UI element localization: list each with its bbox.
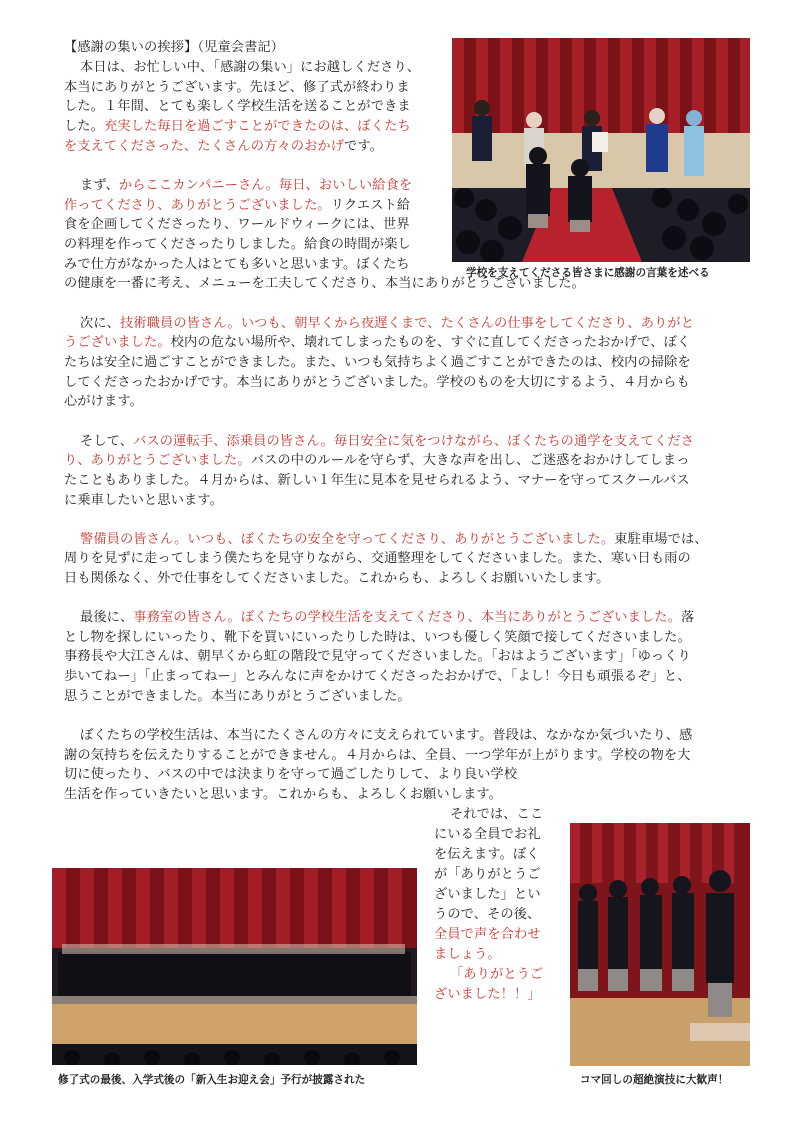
p5-line: 事務長や大江さんは、朝早くから虹の階段で見守ってくださいました。「おはようございます」「ゆっくり <box>64 649 691 664</box>
p3-line: り、ありがとうございました。バスの中のルールを守らず、大きな声を出し、ご迷惑をおかけしてしまっ <box>64 453 690 468</box>
closing-line: ざいました！！」 <box>434 987 541 1002</box>
closing-line: を伝えます。ぼく <box>434 847 540 862</box>
p5-line: 歩いてねー」「止まってねー」とみんなに声をかけてくださったおかげで、「よし！今日も頑張るぞ」と、 <box>64 669 691 684</box>
caption-top-right: 学校を支えてくださる皆さまに感謝の言葉を述べる <box>466 267 710 279</box>
p6-line: 謝の気持ちを伝えたりすることができません。４月からは、全員、一つ学年が上がります。学校の物を大 <box>64 748 691 763</box>
p1-line: まず、からここカンパニーさん。毎日、おいしい給食を <box>80 178 413 193</box>
p2-line: 次に、技術職員の皆さん。いつも、朝早くから夜遅くまで、たくさんの仕事をしてくださり、ありがと <box>80 316 695 331</box>
caption-bottom-left: 修了式の最後、入学式後の「新入生お迎え会」予行が披露された <box>58 1074 366 1086</box>
caption-bottom-right: コマ回しの超絶演技に大歓声！ <box>580 1074 729 1086</box>
p1-line: みで仕方がなかった人はとても多いと思います。ぼくたち <box>64 257 410 272</box>
p5-line: 思うことができました。本当にありがとうございました。 <box>64 689 411 704</box>
closing-line: それでは、ここ <box>450 807 544 822</box>
p1-line: の健康を一番に考え、メニューを工夫してくださり、本当にありがとうございました。 <box>64 276 585 291</box>
p1-line: の料理を作ってくださったりしました。給食の時間が楽し <box>64 237 411 252</box>
intro-line: を支えてくださった、たくさんの方々のおかげです。 <box>64 139 384 154</box>
intro-line: 本日は、お忙しい中、「感謝の集い」にお越しくださり、 <box>80 60 421 75</box>
closing-line: にいる全員でお礼 <box>434 827 541 842</box>
p2-line: たちは安全に過ごすことができました。また、いつも気持ちよく過ごすことができたのは、校内の掃除を <box>64 355 691 370</box>
p5-line: 最後に、事務室の皆さん。ぼくたちの学校生活を支えてくださり、本当にありがとうございました。落 <box>80 610 695 625</box>
p6-line: ぼくたちの学校生活は、本当にたくさんの方々に支えられています。普段は、なかなか気づいたり、感 <box>80 728 693 743</box>
closing-line: ざいました」とい <box>434 887 541 902</box>
p3-line: そして、バスの運転手、添乗員の皆さん。毎日安全に気をつけながら、ぼくたちの通学を支えてくださ <box>80 434 695 449</box>
closing-line: 全員で声を合わせ <box>434 927 541 942</box>
photo-thanks-ceremony <box>452 38 750 262</box>
p2-line: うございました。校内の危ない場所や、壊れてしまったものを、すぐに直してくださったおかげで、ぼく <box>64 335 691 350</box>
p1-line: 食を企画してくださったり、ワールドウィークには、世界 <box>64 217 410 232</box>
p5-line: とし物を探しにいったり、靴下を買いにいったりした時は、いつも優しく笑顔で接してくださいました。 <box>64 630 691 645</box>
closing-line: ましょう。 <box>434 947 501 962</box>
p1-line: 作ってくださり、ありがとうございました。リクエスト給 <box>64 198 411 213</box>
p2-line: してくださったおかげです。本当にありがとうございました。学校のものを大切にするよう、４月からも <box>64 375 690 390</box>
p6-line: 生活を作っていきたいと思います。これからも、よろしくお願いします。 <box>64 787 503 802</box>
p4-line: 日も関係なく、外で仕事をしてくださいました。これからも、よろしくお願いいたします。 <box>64 571 610 586</box>
p4-line: 周りを見ずに走ってしまう僕たちを見守りながら、交通整理をしてくださいました。また、寒い日も雨の <box>64 551 691 566</box>
closing-line: 「ありがとうご <box>450 967 544 982</box>
page-heading: 【感謝の集いの挨拶】（児童会書記） <box>64 40 285 55</box>
intro-line: した。充実した毎日を過ごすことができたのは、ぼくたち <box>64 119 411 134</box>
p6-line: 切に使ったり、バスの中では決まりを守って過ごしたりして、より良い学校 <box>64 767 518 782</box>
p4-line: 警備員の皆さん。いつも、ぼくたちの安全を守ってくださり、ありがとうございました。東駐車場では、 <box>80 532 708 547</box>
p3-line: に乗車したいと思います。 <box>64 493 223 508</box>
closing-line: が「ありがとうご <box>434 867 541 882</box>
intro-line: した。１年間、とても楽しく学校生活を送ることができま <box>64 99 411 114</box>
closing-line: うので、その後、 <box>434 907 541 922</box>
photo-rehearsal-stage <box>52 868 417 1065</box>
intro-line: 本当にありがとうございます。先ほど、修了式が終わりま <box>64 80 410 95</box>
photo-top-spinning <box>570 823 750 1066</box>
p3-line: たこともありました。４月からは、新しい１年生に見本を見せられるよう、マナーを守ってスクールバス <box>64 473 690 488</box>
p2-line: 心がけます。 <box>64 394 143 409</box>
